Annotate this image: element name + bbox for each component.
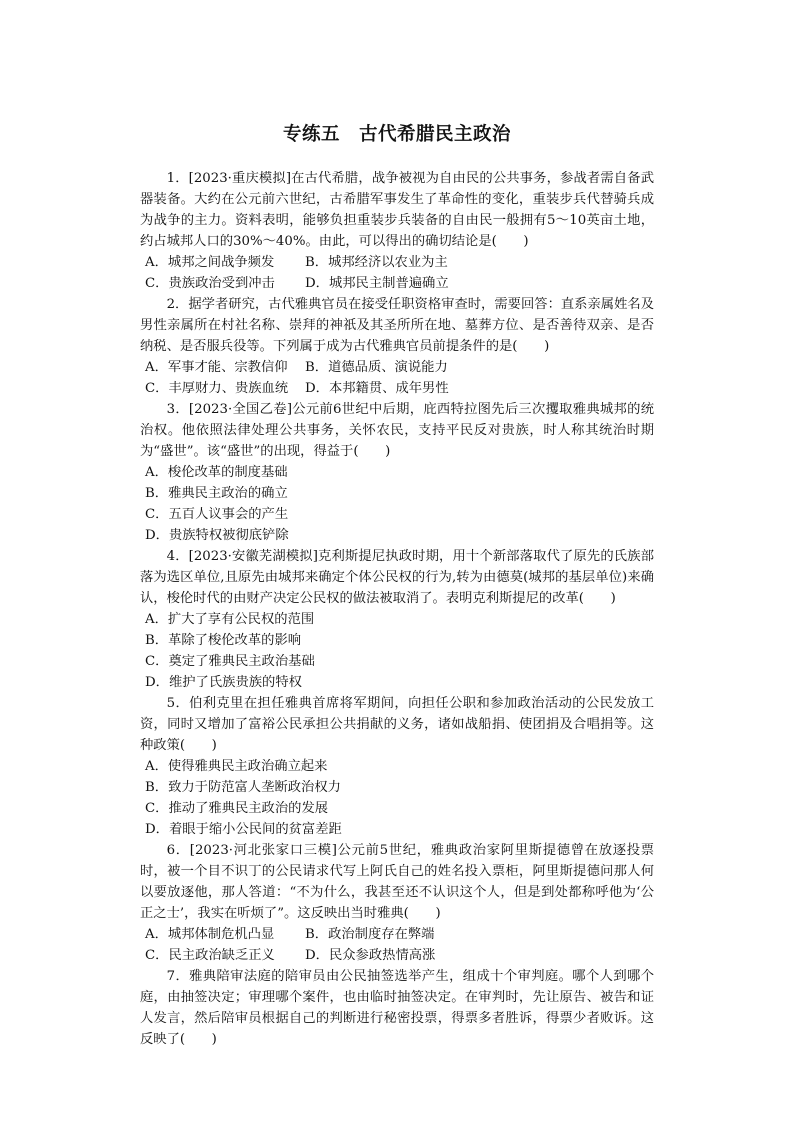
option-d: D．维护了氏族贵族的特权	[145, 675, 302, 690]
option-b: B．道德品质、演说能力	[305, 360, 448, 375]
option-row	[140, 924, 654, 945]
option-d: D．贵族特权被彻底铲除	[145, 528, 289, 543]
question-1	[140, 168, 654, 294]
page-title: 专练五 古代希腊民主政治	[282, 124, 511, 145]
question-stem: 6．[2023·河北张家口三模]公元前5世纪，雅典政治家阿里斯提德曾在放逐投票时，被一个目不识丁的公民请求代写上阿氏自己的姓名投入票柜，阿里斯提德问那人何以要放逐他，那人答道：“不为什么，我甚至还不认识这个人，但是到处都称呼他为‘公正之士’，我实在听烦了”。这反映出当时雅典( )	[140, 843, 654, 921]
question-2	[140, 294, 654, 399]
question-stem: 5．伯利克里在担任雅典首席将军期间，向担任公职和参加政治活动的公民发放工资，同时又增加了富裕公民承担公共捐献的义务，诸如战船捐、使团捐及合唱捐等。这种政策( )	[140, 696, 654, 753]
option-a: A．城邦之间战争频发	[145, 255, 275, 270]
option-d: D．城邦民主制普遍确立	[305, 276, 449, 291]
option-a: A．使得雅典民主政治确立起来	[145, 759, 328, 774]
option-a: A．城邦体制危机凸显	[145, 927, 275, 942]
option-a: A．扩大了享有公民权的范围	[145, 612, 315, 627]
option-row	[140, 945, 654, 966]
option-b: B．政治制度存在弊端	[305, 927, 435, 942]
option-c: C．奠定了雅典民主政治基础	[145, 654, 315, 669]
option-c: C．推动了雅典民主政治的发展	[145, 801, 329, 816]
option-c: C．丰厚财力、贵族血统	[145, 381, 289, 396]
option-b: B．致力于防范富人垄断政治权力	[145, 780, 341, 795]
question-3	[140, 399, 654, 546]
question-stem: 3．[2023·全国乙卷]公元前6世纪中后期，庇西特拉图先后三次攫取雅典城邦的统治权。他依照法律处理公共事务，关怀农民，支持平民反对贵族，时人称其统治时期为“盛世”。该“盛世”的出现，得益于( )	[140, 402, 654, 459]
question-stem: 2．据学者研究，古代雅典官员在接受任职资格审查时，需要回答：直系亲属姓名及男性亲属所在村社名称、崇拜的神祇及其圣所所在地、墓葬方位、是否善待双亲、是否纳税、是否服兵役等。下列属于成为古代雅典官员前提条件的是( )	[140, 297, 654, 354]
question-6	[140, 840, 654, 966]
option-a: A．梭伦改革的制度基础	[145, 465, 288, 480]
question-7	[140, 966, 654, 1050]
option-row	[140, 273, 654, 294]
option-b: B．城邦经济以农业为主	[305, 255, 448, 270]
option-d: D．民众参政热情高涨	[305, 948, 436, 963]
option-row	[140, 357, 654, 378]
option-b: B．雅典民主政治的确立	[145, 486, 288, 501]
option-row	[140, 378, 654, 399]
option-d: D．着眼于缩小公民间的贫富差距	[145, 822, 342, 837]
option-d: D．本邦籍贯、成年男性	[305, 381, 449, 396]
question-4	[140, 546, 654, 693]
option-c: C．贵族政治受到冲击	[145, 276, 275, 291]
question-stem: 7．雅典陪审法庭的陪审员由公民抽签选举产生，组成十个审判庭。哪个人到哪个庭，由抽签决定；审理哪个案件，也由临时抽签决定。在审判时，先让原告、被告和证人发言，然后陪审员根据自己的判断进行秘密投票，得票多者胜诉，得票少者败诉。这反映了( )	[140, 969, 654, 1047]
option-b: B．革除了梭伦改革的影响	[145, 633, 302, 648]
option-c: C．民主政治缺乏正义	[145, 948, 275, 963]
option-c: C．五百人议事会的产生	[145, 507, 289, 522]
question-5	[140, 693, 654, 840]
question-stem: 1．[2023·重庆模拟]在古代希腊，战争被视为自由民的公共事务，参战者需自备武器装备。大约在公元前六世纪，古希腊军事发生了革命性的变化，重装步兵代替骑兵成为战争的主力。资料表明，能够负担重装步兵装备的自由民一般拥有5～10英亩土地，约占城邦人口的30%～40%。由此，可以得出的确切结论是( )	[140, 171, 654, 249]
option-a: A．军事才能、宗教信仰	[145, 360, 288, 375]
option-row	[140, 252, 654, 273]
question-stem: 4．[2023·安徽芜湖模拟]克利斯提尼执政时期，用十个新部落取代了原先的氏族部落为选区单位,且原先由城邦来确定个体公民权的行为,转为由德莫(城邦的基层单位)来确认，梭伦时代的由财产决定公民权的做法被取消了。表明克利斯提尼的改革( )	[140, 549, 654, 606]
